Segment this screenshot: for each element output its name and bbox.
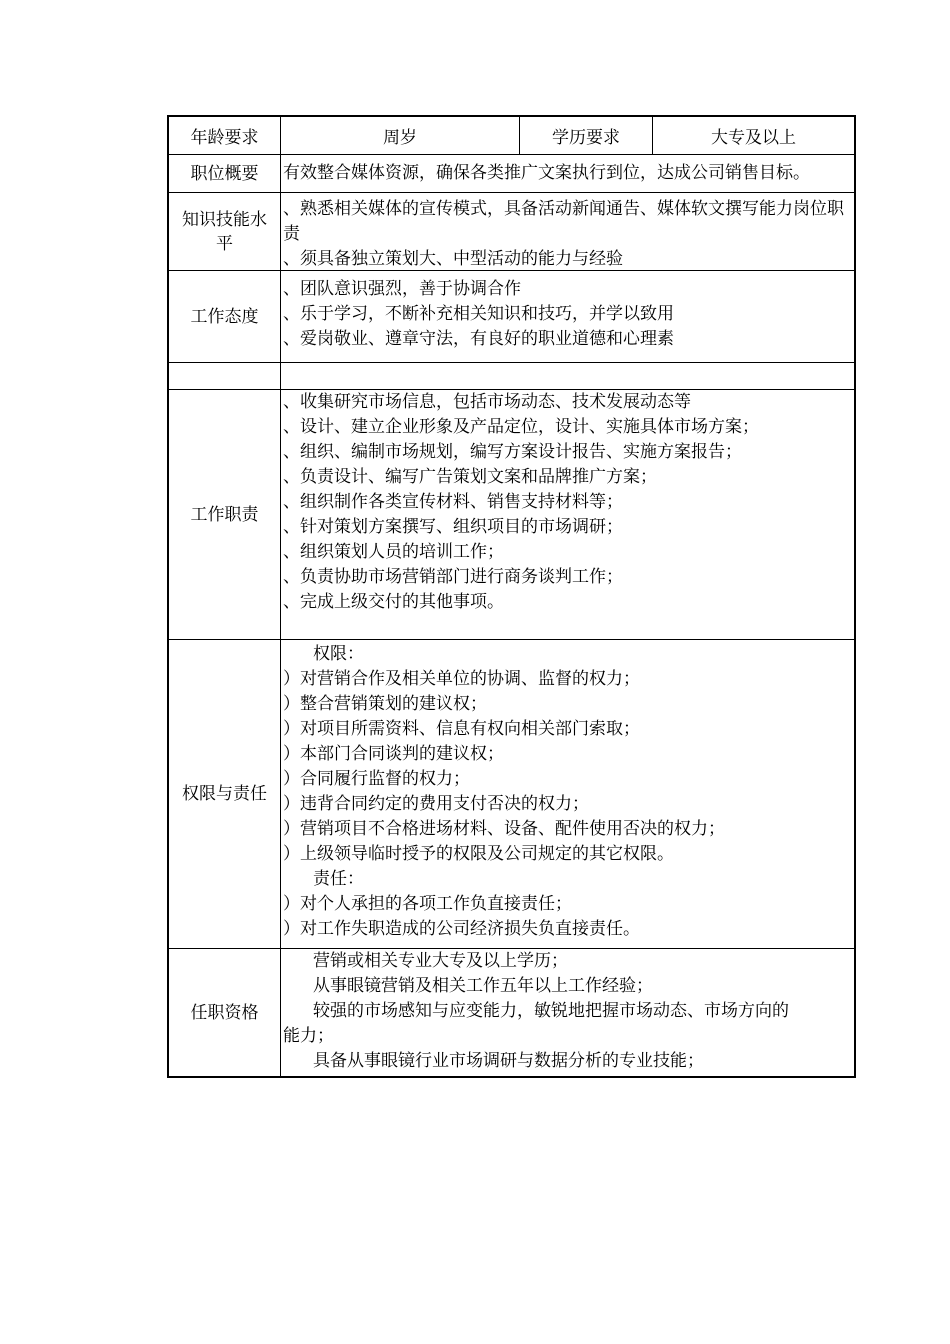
duty-item: 、组织制作各类宣传材料、销售支持材料等； — [283, 492, 623, 512]
responsibility-item: ）对个人承担的各项工作负直接责任； — [283, 894, 572, 914]
authority-row — [169, 640, 854, 949]
right-item: ）整合营销策划的建议权； — [283, 694, 487, 714]
duties-row — [169, 390, 854, 640]
education-value: 大专及以上 — [711, 128, 796, 148]
responsibility-heading: 责任： — [313, 869, 364, 889]
qualification-item: 具备从事眼镜行业市场调研与数据分析的专业技能； — [313, 1051, 704, 1071]
duty-item: 、组织策划人员的培训工作； — [283, 542, 504, 562]
skills-line: 、熟悉相关媒体的宣传模式，具备活动新闻通告、媒体软文撰写能力岗位职责 — [283, 199, 844, 244]
age-label: 年龄要求 — [169, 117, 281, 154]
empty-row — [169, 363, 854, 390]
qualification-item-wrap: 能力； — [283, 1026, 334, 1046]
summary-text: 有效整合媒体资源，确保各类推广文案执行到位，达成公司销售目标。 — [283, 163, 810, 183]
right-item: ）本部门合同谈判的建议权； — [283, 744, 504, 764]
job-description-table — [167, 115, 856, 1078]
qualification-item: 从事眼镜营销及相关工作五年以上工作经验； — [313, 976, 653, 996]
qualification-item: 较强的市场感知与应变能力，敏锐地把握市场动态、市场方向的 — [313, 1001, 789, 1021]
duty-item: 、设计、建立企业形象及产品定位，设计、实施具体市场方案； — [283, 417, 759, 437]
authority-content — [281, 640, 854, 948]
duty-item: 、针对策划方案撰写、组织项目的市场调研； — [283, 517, 623, 537]
empty-content-cell — [281, 363, 854, 389]
skills-line: 、须具备独立策划大、中型活动的能力与经验 — [283, 249, 623, 269]
attitude-content — [281, 271, 854, 362]
duty-item: 、负责设计、编写广告策划文案和品牌推广方案； — [283, 467, 657, 487]
attitude-row — [169, 271, 854, 363]
right-item: ）违背合同约定的费用支付否决的权力； — [283, 794, 589, 814]
attitude-line: 、团队意识强烈，善于协调合作 — [283, 279, 521, 299]
skills-content — [281, 193, 854, 270]
basic-requirements-row — [169, 117, 854, 155]
qualifications-label: 任职资格 — [169, 949, 281, 1076]
right-item: ）合同履行监督的权力； — [283, 769, 470, 789]
qualifications-content — [281, 949, 854, 1076]
duty-item: 、完成上级交付的其他事项。 — [283, 592, 504, 612]
responsibility-item: ）对工作失职造成的公司经济损失负直接责任。 — [283, 919, 640, 939]
attitude-line: 、乐于学习，不断补充相关知识和技巧，并学以致用 — [283, 304, 674, 324]
right-item: ）对项目所需资料、信息有权向相关部门索取； — [283, 719, 640, 739]
rights-heading: 权限： — [313, 644, 364, 664]
qualification-item: 营销或相关专业大专及以上学历； — [313, 951, 568, 971]
duties-content — [281, 390, 854, 639]
education-label: 学历要求 — [520, 117, 653, 154]
duty-item: 、收集研究市场信息，包括市场动态、技术发展动态等 — [283, 392, 691, 412]
qualifications-row — [169, 949, 854, 1076]
summary-row — [169, 155, 854, 193]
duties-label: 工作职责 — [169, 390, 281, 639]
right-item: ）对营销合作及相关单位的协调、监督的权力； — [283, 669, 640, 689]
duty-item: 、组织、编制市场规划，编写方案设计报告、实施方案报告； — [283, 442, 742, 462]
duty-item: 、负责协助市场营销部门进行商务谈判工作； — [283, 567, 623, 587]
right-item: ）营销项目不合格进场材料、设备、配件使用否决的权力； — [283, 819, 725, 839]
skills-label: 知识技能水平 — [169, 193, 281, 270]
attitude-label: 工作态度 — [169, 271, 281, 362]
empty-label-cell — [169, 363, 281, 389]
summary-label: 职位概要 — [169, 155, 281, 192]
right-item: ）上级领导临时授予的权限及公司规定的其它权限。 — [283, 844, 674, 864]
attitude-line: 、爱岗敬业、遵章守法，有良好的职业道德和心理素 — [283, 329, 674, 349]
age-value: 周岁 — [281, 117, 520, 154]
skills-row — [169, 193, 854, 271]
authority-label: 权限与责任 — [169, 640, 281, 948]
